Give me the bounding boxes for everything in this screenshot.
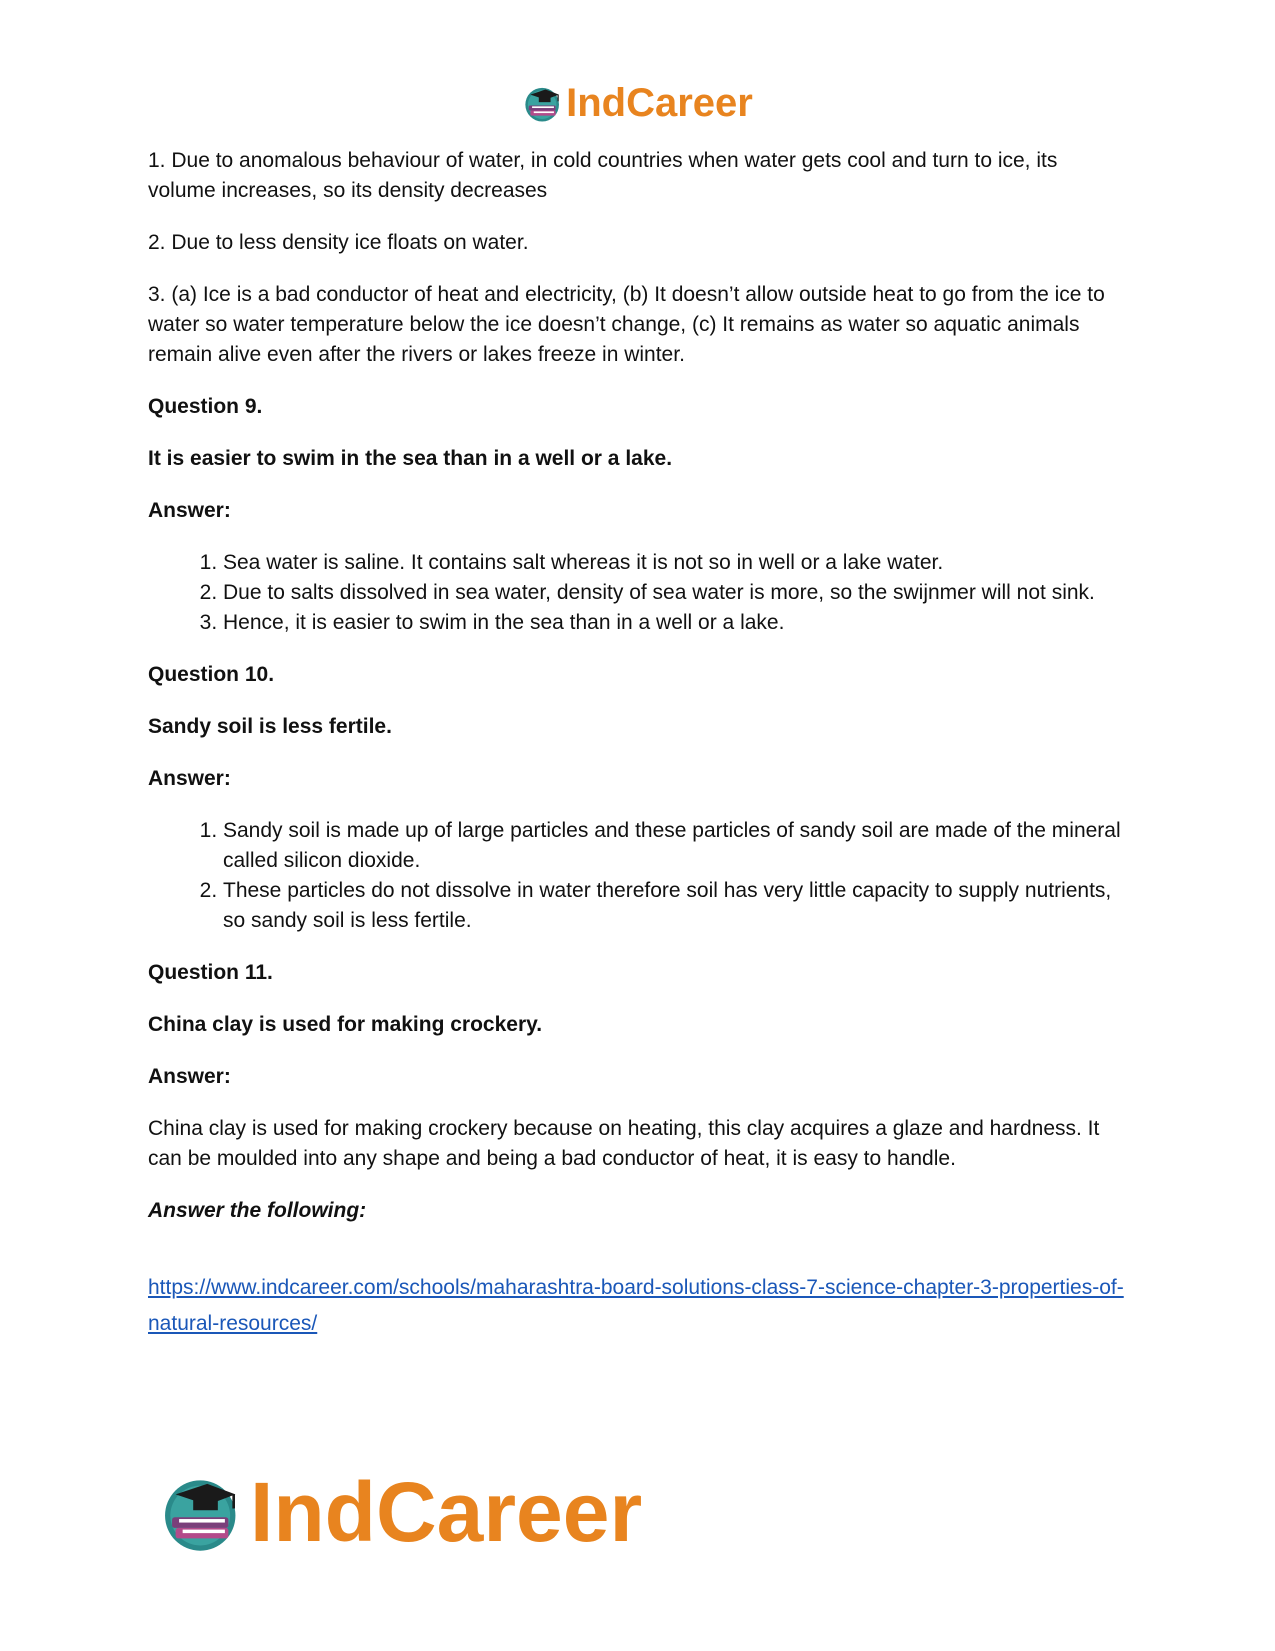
list-item: 2. Due to salts dissolved in sea water, density of sea water is more, so the swijnmer will not sink. [223,578,1128,608]
footer-logo [158,1462,642,1562]
question-11-answer-label: Answer: [148,1065,231,1088]
question-9-answer-list [148,548,1128,638]
question-9-statement: It is easier to swim in the sea than in a well or a lake. [148,447,673,470]
question-9-answer-label: Answer: [148,499,231,522]
source-link[interactable]: https://www.indcareer.com/schools/maharashtra-board-solutions-class-7-science-chapter-3-properties-of-natural-resources/ [148,1276,1124,1335]
question-10-heading: Question 10. [148,663,275,686]
question-10-answer-label: Answer: [148,767,231,790]
intro-point-2: 2. Due to less density ice floats on water. [148,231,529,254]
intro-point-1: 1. Due to anomalous behaviour of water, in cold countries when water gets cool and turn to ice, its volume increases, so its density decreases [148,149,1058,202]
header-logo [0,78,1275,128]
logo-text: IndCareer [566,81,753,125]
question-11-statement: China clay is used for making crockery. [148,1013,543,1036]
document-body [148,146,1128,1342]
list-item: 1. Sea water is saline. It contains salt whereas it is not so in well or a lake water. [223,548,1128,578]
indcareer-logo [522,78,753,128]
indcareer-logo-large [158,1462,642,1562]
intro-point-3: 3. (a) Ice is a bad conductor of heat and electricity, (b) It doesn’t allow outside heat to go from the ice to water so water temperature below the ice doesn’t change, (c) It remains as water so aquatic animals remain alive even after the rivers or lakes freeze in winter. [148,283,1105,366]
graduation-cap-books-globe-icon [522,82,564,124]
list-item: 2. These particles do not dissolve in water therefore soil has very little capacity to supply nutrients, so sandy soil is less fertile. [223,876,1128,936]
question-10-answer-list [148,816,1128,936]
question-10-statement: Sandy soil is less fertile. [148,715,392,738]
question-9-heading: Question 9. [148,395,263,418]
question-11-heading: Question 11. [148,961,273,984]
section-heading: Answer the following: [148,1199,367,1222]
logo-text: IndCareer [250,1465,643,1559]
graduation-cap-books-globe-icon [158,1468,246,1556]
list-item: 1. Sandy soil is made up of large particles and these particles of sandy soil are made of the mineral called silicon dioxide. [223,816,1128,876]
list-item: 3. Hence, it is easier to swim in the sea than in a well or a lake. [223,608,1128,638]
question-11-answer-text: China clay is used for making crockery because on heating, this clay acquires a glaze and hardness. It can be moulded into any shape and being a bad conductor of heat, it is easy to handle. [148,1117,1100,1170]
